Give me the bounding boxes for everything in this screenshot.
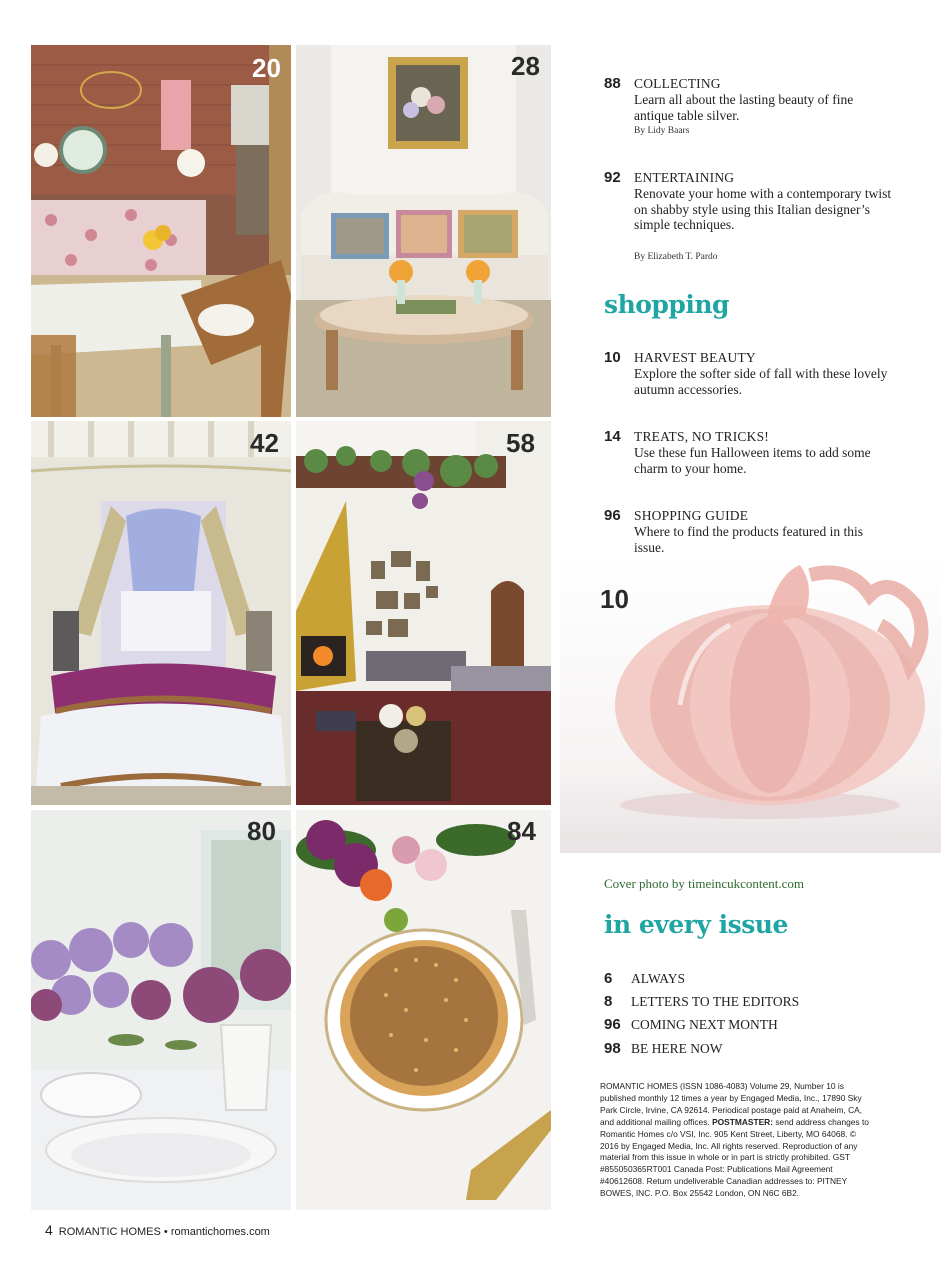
page-number-10: 10 [600, 584, 629, 614]
toc-entry-heading: HARVEST BEAUTY [634, 350, 756, 365]
toc-entry-heading: COLLECTING [634, 76, 721, 91]
toc-entry-collecting[interactable] [604, 75, 894, 145]
toc-entry-number: 10 [604, 349, 621, 366]
page-number-28: 28 [511, 51, 540, 81]
toc-entry-heading: BE HERE NOW [631, 1041, 723, 1056]
fineprint-part-2: send address changes to Romantic Homes c/o VSI, Inc. 905 Kent Street, Liberty, MO 64068. © 2016 by Engaged Media, Inc. All rights reserved. Reproduction of any material from this issue in whole or in part is strictly prohibited. GST #855050365RT001 Canada Post: Publications Mail Agreement #40612608. Return undeliverable Canadian addresses to: PITNEY BOWES, INC. P.O. Box 25542 London, ON N6C 6B2. [600, 1116, 869, 1199]
page-footer [45, 1222, 270, 1238]
toc-entry-description: Learn all about the lasting beauty of fine antique table silver. [634, 92, 854, 123]
toc-entry-description: Use these fun Halloween items to add some charm to your home. [634, 445, 871, 476]
toc-entry-number: 6 [604, 970, 613, 987]
page-number-42: 42 [250, 428, 279, 458]
section-title-shopping: shopping [604, 290, 730, 319]
footer-page-number: 4 [45, 1222, 53, 1238]
photo-living-room [296, 45, 551, 417]
toc-entry-byline: By Elizabeth T. Pardo [634, 252, 718, 262]
toc-entry-entertaining[interactable] [604, 169, 894, 269]
toc-entry-heading: LETTERS TO THE EDITORS [631, 994, 800, 1009]
toc-entry-description: Renovate your home with a contemporary twist on shabby style using this Italian designer’s simple techniques. [634, 186, 892, 233]
photo-bedroom [31, 421, 291, 805]
toc-entry-heading: TREATS, NO TRICKS! [634, 429, 769, 444]
toc-entry-description: Where to find the products featured in this issue. [634, 524, 864, 555]
toc-entry-heading: COMING NEXT MONTH [631, 1017, 778, 1032]
toc-entry-number: 88 [604, 75, 621, 92]
section-title-every-issue: in every issue [604, 910, 788, 939]
fineprint-postmaster: POSTMASTER: [712, 1116, 774, 1127]
publication-fineprint [600, 1081, 870, 1200]
toc-entry-number: 96 [604, 507, 621, 524]
photo-spanish-room [296, 421, 551, 805]
toc-entry-harvest-beauty[interactable] [604, 349, 894, 399]
photo-roses [31, 810, 291, 1210]
page-number-84: 84 [507, 816, 536, 846]
toc-entry-heading: SHOPPING GUIDE [634, 508, 749, 523]
toc-entry-number: 92 [604, 169, 621, 186]
photo-tart [296, 810, 551, 1210]
toc-entry-number: 96 [604, 1016, 621, 1033]
toc-entry-shopping-guide[interactable] [604, 507, 894, 557]
toc-entry-heading: ALWAYS [631, 971, 686, 986]
toc-entry-number: 8 [604, 993, 613, 1010]
toc-entry-number: 98 [604, 1040, 621, 1057]
fineprint-part-1: ROMANTIC HOMES (ISSN 1086-4083) Volume 29, Number 10 is published monthly 12 times a year by Engaged Media, Inc., 17890 Sky Park Circle, Irvine, CA 92614. Periodical postage paid at Anaheim, CA, and additional mailing offices. [600, 1081, 863, 1127]
page-number-80: 80 [247, 816, 276, 846]
cover-photo-credit: Cover photo by timeincukcontent.com [604, 876, 805, 891]
toc-entry-treats[interactable] [604, 428, 894, 478]
photo-patio [31, 45, 291, 417]
toc-entry-byline: By Lidy Baars [634, 126, 690, 136]
toc-entry-number: 14 [604, 428, 621, 445]
photo-glass-pumpkin [560, 555, 941, 853]
toc-entry-heading: ENTERTAINING [634, 170, 735, 185]
page-number-20: 20 [252, 53, 281, 83]
toc-entry-description: Explore the softer side of fall with these lovely autumn accessories. [634, 366, 888, 397]
footer-text: ROMANTIC HOMES • romantichomes.com [58, 1226, 270, 1238]
page-number-58: 58 [506, 428, 535, 458]
